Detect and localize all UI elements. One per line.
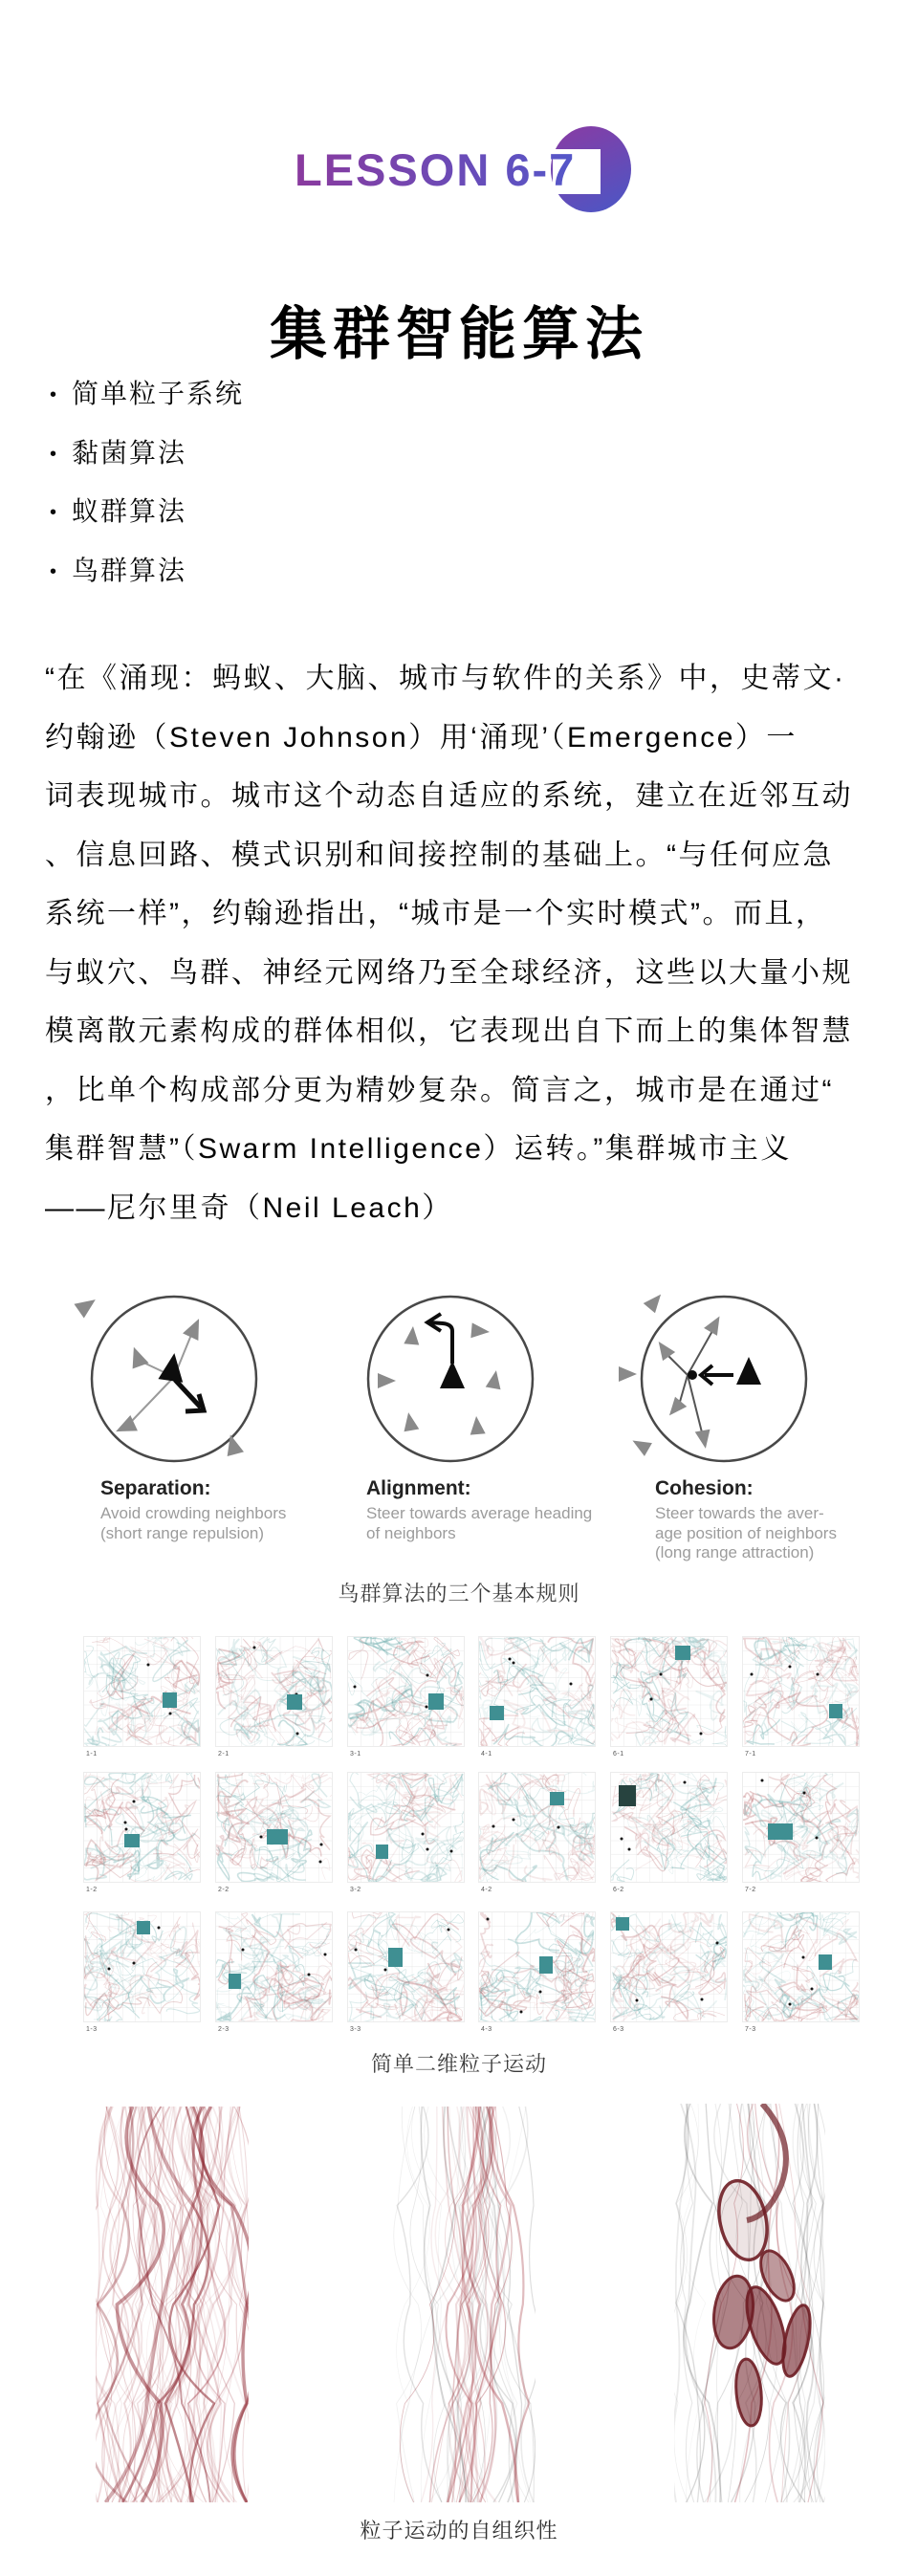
particle-simulation-tile <box>743 1637 859 1746</box>
page-title: 集群智能算法 <box>270 302 648 367</box>
neighbor-boid-icon <box>619 1366 637 1382</box>
bullet-dot-icon: • <box>50 443 59 465</box>
tile-label: 6-1 <box>613 1751 624 1757</box>
neighbor-boid-icon <box>664 1397 687 1421</box>
quote-line: 与蚁穴、鸟群、神经元网络乃至全球经济，这些以大量小规 <box>45 956 853 989</box>
neighbor-boid-icon <box>652 1337 675 1361</box>
trail-image-red <box>96 2107 249 2507</box>
quote-line: ——尼尔里奇（Neil Leach） <box>45 1191 453 1224</box>
boids-caption: 鸟群算法的三个基本规则 <box>338 1582 580 1605</box>
tile-label: 1-2 <box>86 1887 98 1893</box>
particle-simulation-tile <box>348 1637 464 1746</box>
rule-name: Separation: <box>100 1477 211 1499</box>
neighbor-boid-icon <box>125 1344 148 1369</box>
neighbor-boid-icon <box>628 1434 651 1456</box>
tile-label: 3-1 <box>350 1751 361 1757</box>
trail-image-mixed <box>392 2107 536 2507</box>
particle-simulation-tile <box>216 1912 332 2021</box>
particle-simulation-tile <box>611 1912 727 2021</box>
bullet-dot-icon: • <box>50 560 59 582</box>
quote-line: 、信息回路、模式识别和间接控制的基础上。“与任何应急 <box>45 839 834 871</box>
topic-item <box>50 364 244 424</box>
particle-simulation-tile <box>611 1773 727 1882</box>
rule-description-line: Avoid crowding neighbors <box>100 1504 287 1522</box>
topic-item-label: 黏菌算法 <box>72 437 187 468</box>
neighbor-boid-icon <box>469 1415 486 1434</box>
topic-item-label: 蚁群算法 <box>72 496 187 526</box>
topic-item-label: 简单粒子系统 <box>72 379 245 408</box>
rule-description-line: Steer towards the aver- <box>655 1504 824 1522</box>
quote-paragraph <box>45 649 896 1237</box>
particle-simulation-tile <box>216 1637 332 1746</box>
tile-label: 7-1 <box>745 1751 756 1757</box>
rule-description-line: (long range attraction) <box>655 1543 815 1561</box>
cohesion-diagram <box>609 1281 839 1482</box>
neighbor-boid-icon <box>644 1289 667 1313</box>
particle-simulation-tile <box>479 1912 595 2021</box>
quote-line: 约翰逊（Steven Johnson）用‘涌现’（Emergence）一 <box>45 721 798 753</box>
alignment-label <box>366 1477 615 1543</box>
heading-arrow-icon <box>429 1322 452 1364</box>
bullet-dot-icon: • <box>50 384 59 405</box>
tile-label: 6-3 <box>613 2026 624 2033</box>
agent-boid-icon <box>440 1361 465 1388</box>
rule-description-line: of neighbors <box>366 1523 456 1542</box>
particle-simulation-tile <box>84 1637 200 1746</box>
particle-simulation-tile <box>84 1773 200 1882</box>
particle-grid-caption: 简单二维粒子运动 <box>370 2052 547 2076</box>
tile-label: 1-3 <box>86 2026 98 2033</box>
tile-label: 7-3 <box>745 2026 756 2033</box>
topic-item <box>50 541 244 600</box>
trail-image-blobs <box>674 2104 825 2507</box>
rule-description-line: (short range repulsion) <box>100 1523 265 1542</box>
particle-simulation-tile <box>479 1637 595 1746</box>
topic-item <box>50 482 244 541</box>
quote-line: ，比单个构成部分更为精妙复杂。简言之，城市是在通过“ <box>45 1074 834 1106</box>
separation-label <box>100 1477 349 1543</box>
tile-label: 4-1 <box>481 1751 492 1757</box>
quote-line: 模离散元素构成的群体相似，它表现出自下而上的集体智慧 <box>45 1015 853 1047</box>
lesson-label: LESSON 6-7 <box>295 144 577 195</box>
neighbor-boid-icon <box>378 1373 396 1388</box>
neighbor-boid-icon <box>401 1411 419 1431</box>
neighbor-boid-icon <box>404 1325 421 1344</box>
particle-simulation-tile <box>743 1773 859 1882</box>
quote-line: “在《涌现：蚂蚁、大脑、城市与软件的关系》中，史蒂文· <box>45 663 846 694</box>
neighbor-boid-icon <box>183 1315 207 1341</box>
tile-label: 3-2 <box>350 1887 361 1893</box>
tile-label: 7-2 <box>745 1887 756 1893</box>
tile-label: 6-2 <box>613 1887 624 1893</box>
alignment-diagram <box>336 1281 565 1482</box>
particle-simulation-tile <box>216 1773 332 1882</box>
bullet-dot-icon: • <box>50 502 59 523</box>
tile-label: 1-1 <box>86 1751 98 1757</box>
topic-item <box>50 424 244 483</box>
particle-simulation-tile <box>348 1912 464 2021</box>
tile-label: 2-1 <box>218 1751 230 1757</box>
quote-line: 集群智慧”（Swarm Intelligence）运转。”集群城市主义 <box>45 1133 792 1165</box>
rule-name: Cohesion: <box>655 1477 754 1499</box>
separation-diagram <box>59 1281 289 1482</box>
repulsion-arrow-icon <box>175 1380 201 1408</box>
rule-description-line: age position of neighbors <box>655 1523 837 1542</box>
neighbor-boid-icon <box>704 1312 726 1335</box>
particle-simulation-tile <box>348 1773 464 1882</box>
cohesion-label <box>655 1477 904 1563</box>
particle-simulation-tile <box>84 1912 200 2021</box>
tile-label: 4-3 <box>481 2026 492 2033</box>
topic-item-label: 鸟群算法 <box>72 555 187 585</box>
neighbor-boid-icon <box>486 1369 504 1389</box>
quote-line: 词表现城市。城市这个动态自适应的系统，建立在近邻互动 <box>45 780 853 812</box>
particle-simulation-tile <box>611 1637 727 1746</box>
rule-description-line: Steer towards average heading <box>366 1504 593 1522</box>
agent-boid-icon <box>736 1357 761 1385</box>
tile-label: 2-2 <box>218 1887 230 1893</box>
trails-caption: 粒子运动的自组织性 <box>360 2519 558 2543</box>
tile-label: 3-3 <box>350 2026 361 2033</box>
rule-name: Alignment: <box>366 1477 471 1499</box>
tile-label: 2-3 <box>218 2026 230 2033</box>
particle-simulation-tile <box>743 1912 859 2021</box>
tile-label: 4-2 <box>481 1887 492 1893</box>
neighbor-boid-icon <box>695 1430 713 1450</box>
topic-list <box>50 364 244 600</box>
quote-line: 系统一样”，约翰逊指出，“城市是一个实时模式”。而且， <box>45 898 827 929</box>
particle-simulation-tile <box>479 1773 595 1882</box>
neighbor-boid-icon <box>470 1322 490 1340</box>
neighbor-boid-icon <box>74 1293 100 1319</box>
average-position-dot-icon <box>688 1370 697 1380</box>
